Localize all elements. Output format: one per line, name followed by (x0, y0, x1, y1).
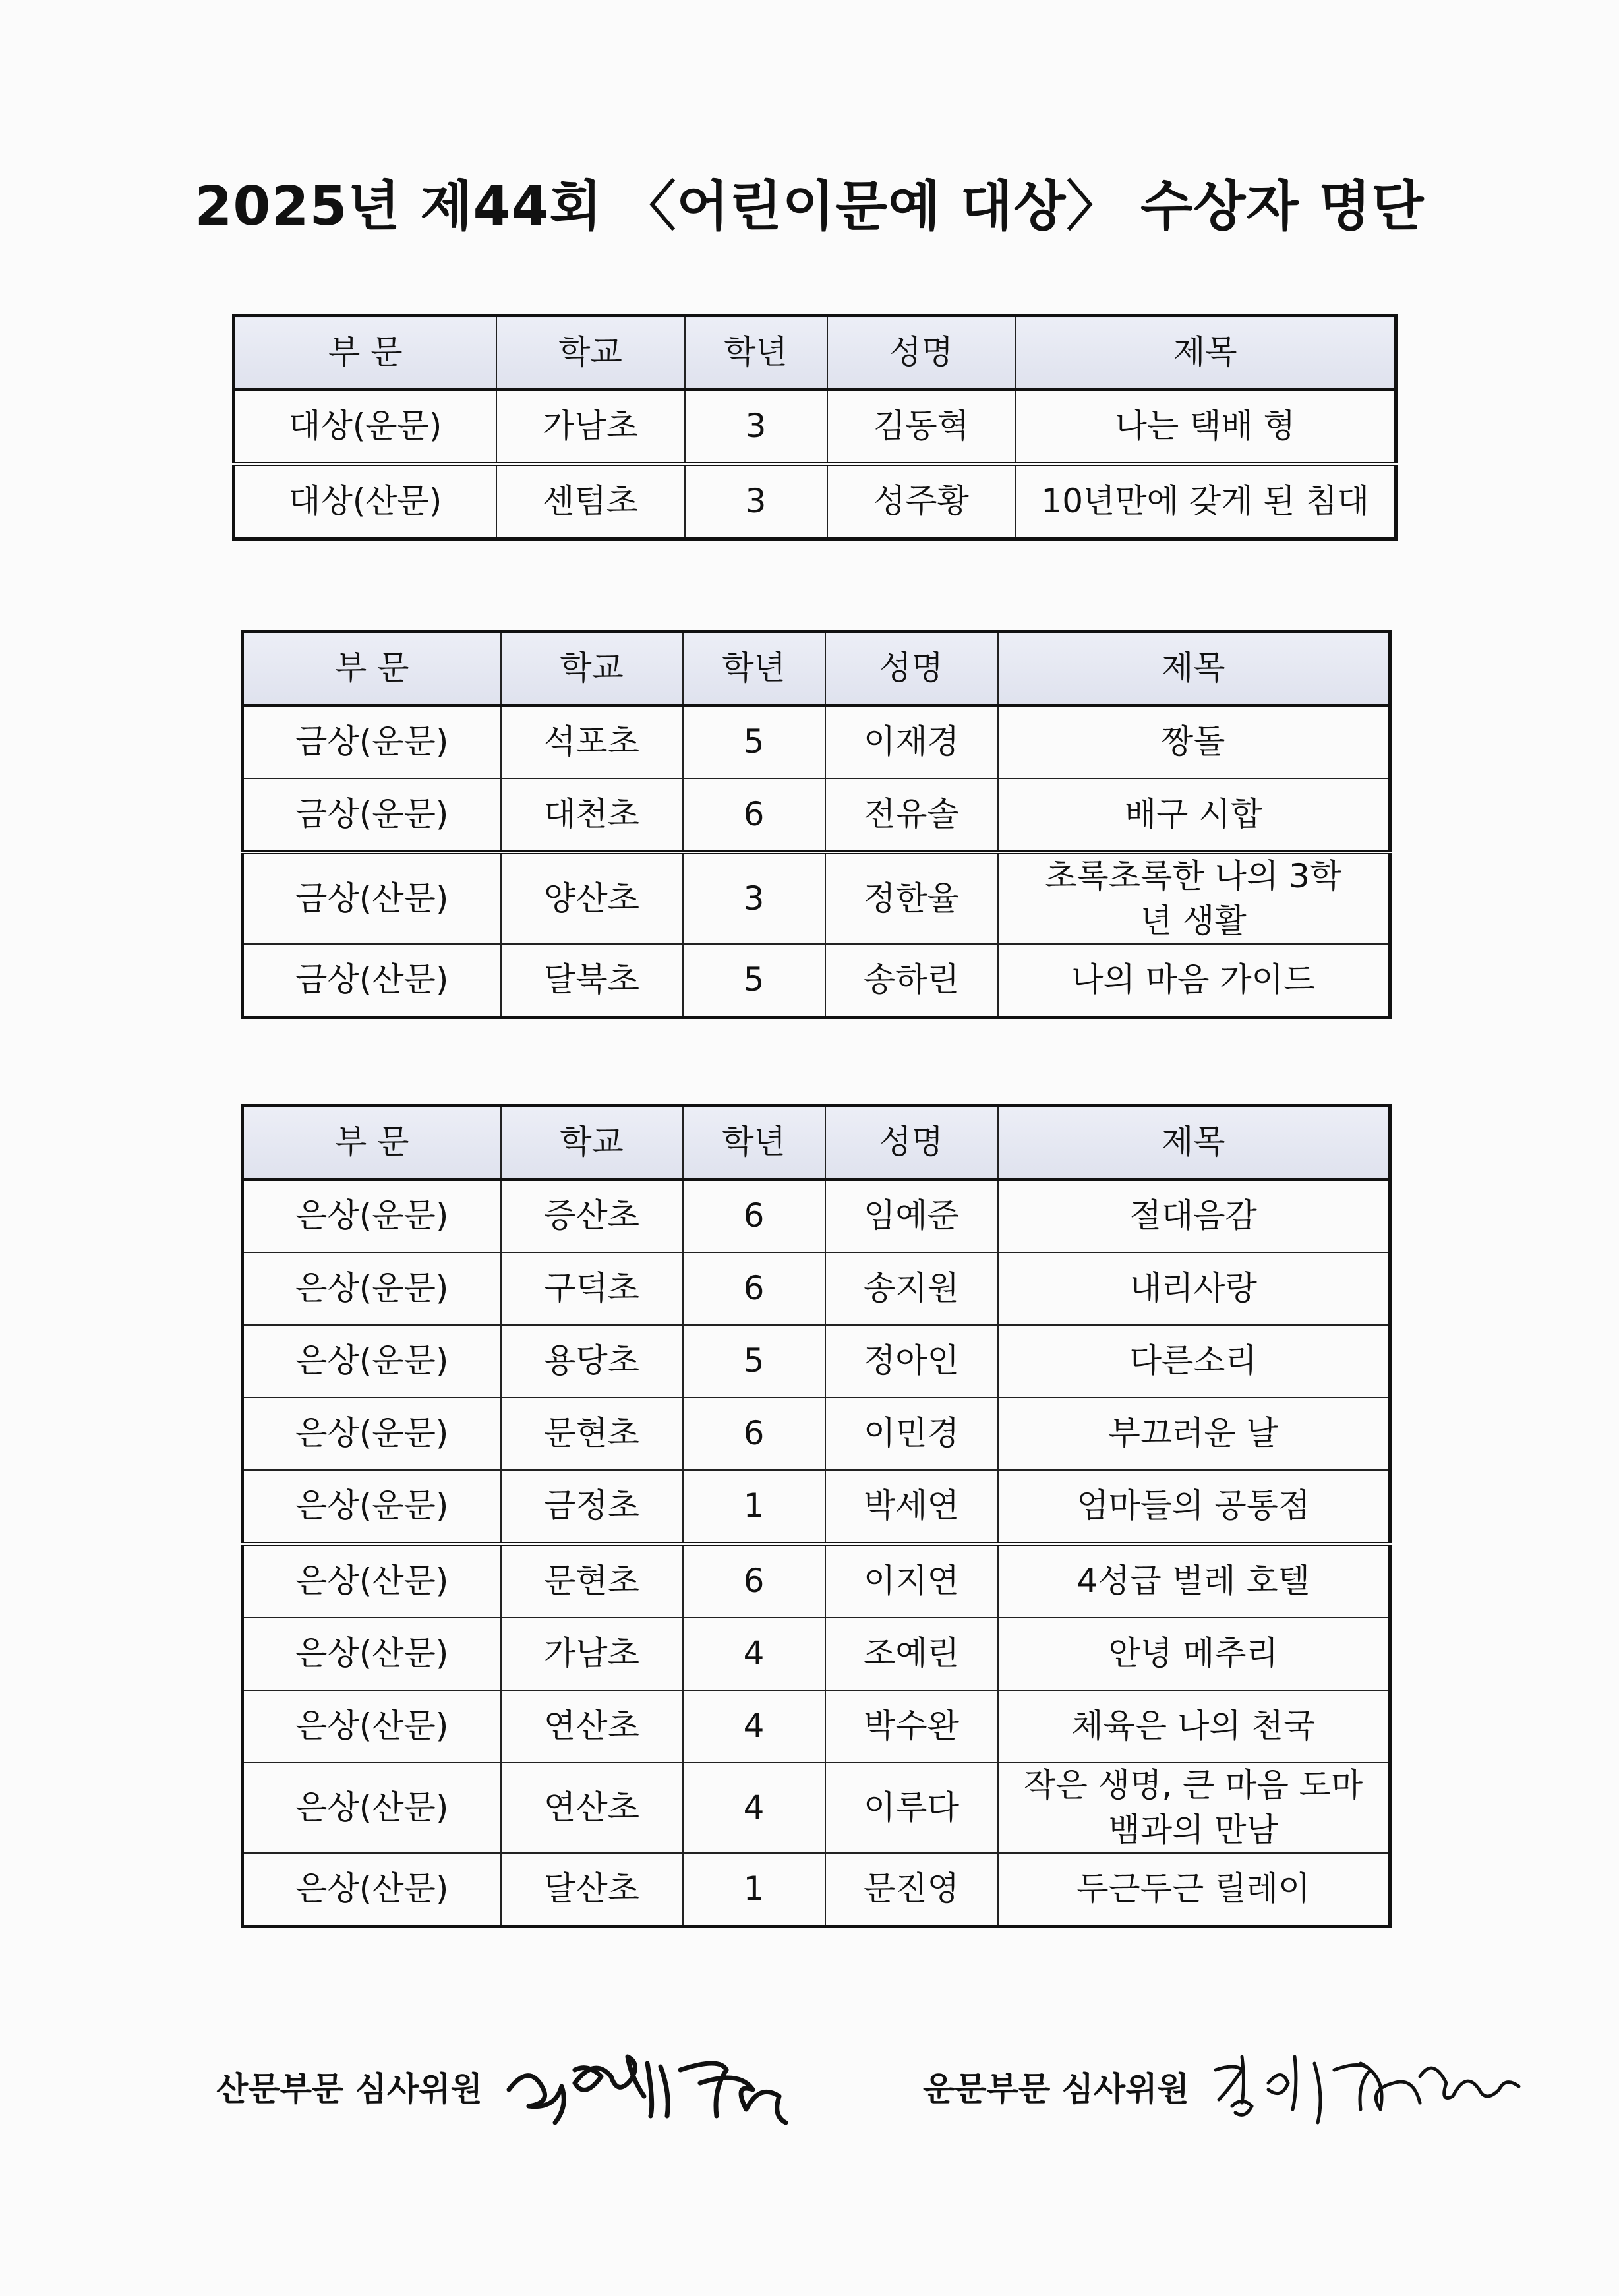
table-row (243, 1618, 1390, 1690)
header-work: 제목 (998, 632, 1390, 706)
cell-category: 은상(산문) (243, 1544, 501, 1618)
cell-school: 달산초 (501, 1853, 683, 1927)
cell-school: 연산초 (501, 1763, 683, 1853)
silver-prize-table (241, 1104, 1392, 1928)
cell-school: 가남초 (496, 390, 685, 464)
header-category: 부 문 (234, 316, 496, 390)
header-school: 학교 (501, 1105, 683, 1180)
cell-name: 박수완 (825, 1690, 998, 1763)
cell-category: 은상(운문) (243, 1179, 501, 1252)
cell-grade: 3 (683, 852, 825, 944)
cell-school: 용당초 (501, 1325, 683, 1398)
cell-category: 은상(운문) (243, 1398, 501, 1470)
cell-work: 10년만에 갖게 된 침대 (1016, 464, 1396, 539)
header-grade: 학년 (683, 632, 825, 706)
cell-school: 금정초 (501, 1470, 683, 1544)
table-row (243, 944, 1390, 1018)
cell-school: 가남초 (501, 1618, 683, 1690)
cell-work: 안녕 메추리 (998, 1618, 1390, 1690)
cell-category: 은상(운문) (243, 1252, 501, 1325)
page-title: 2025년 제44회 〈어린이문예 대상〉 수상자 명단 (194, 175, 1425, 238)
cell-work: 4성급 벌레 호텔 (998, 1544, 1390, 1618)
cell-school: 문현초 (501, 1398, 683, 1470)
cell-grade: 3 (685, 464, 827, 539)
cell-work: 절대음감 (998, 1179, 1390, 1252)
cell-school: 석포초 (501, 705, 683, 779)
cell-category: 대상(운문) (234, 390, 496, 464)
table-row (243, 779, 1390, 852)
cell-grade: 3 (685, 390, 827, 464)
cell-name: 전유솔 (825, 779, 998, 852)
cell-grade: 4 (683, 1763, 825, 1853)
cell-category: 은상(산문) (243, 1618, 501, 1690)
cell-school: 센텀초 (496, 464, 685, 539)
cell-school: 문현초 (501, 1544, 683, 1618)
table-row (243, 1470, 1390, 1544)
header-work: 제목 (998, 1105, 1390, 1180)
prose-judge-label: 산문부문 심사위원 (216, 2070, 483, 2108)
table-row (243, 1179, 1390, 1252)
table-header-row (234, 316, 1396, 390)
header-work: 제목 (1016, 316, 1396, 390)
cell-name: 정한율 (825, 852, 998, 944)
cell-name: 송하린 (825, 944, 998, 1018)
table-row (243, 1853, 1390, 1927)
table-row (234, 464, 1396, 539)
cell-grade: 6 (683, 1398, 825, 1470)
cell-name: 문진영 (825, 1853, 998, 1927)
cell-school: 구덕초 (501, 1252, 683, 1325)
cell-work: 체육은 나의 천국 (998, 1690, 1390, 1763)
table-row (243, 1690, 1390, 1763)
cell-name: 이루다 (825, 1763, 998, 1853)
table-row (243, 1398, 1390, 1470)
cell-school: 증산초 (501, 1179, 683, 1252)
verse-judge-label: 운문부문 심사위원 (923, 2070, 1189, 2108)
cell-category: 금상(산문) (243, 944, 501, 1018)
cell-grade: 5 (683, 705, 825, 779)
header-category: 부 문 (243, 632, 501, 706)
cell-category: 금상(산문) (243, 852, 501, 944)
cell-grade: 6 (683, 1544, 825, 1618)
cell-name: 박세연 (825, 1470, 998, 1544)
header-grade: 학년 (685, 316, 827, 390)
header-school: 학교 (501, 632, 683, 706)
cell-category: 금상(운문) (243, 705, 501, 779)
cell-work: 배구 시합 (998, 779, 1390, 852)
cell-work: 초록초록한 나의 3학년 생활 (998, 852, 1390, 944)
verse-judge (923, 2044, 1525, 2129)
table-header-row (243, 1105, 1390, 1180)
header-school: 학교 (496, 316, 685, 390)
header-name: 성명 (825, 632, 998, 706)
cell-work: 두근두근 릴레이 (998, 1853, 1390, 1927)
header-grade: 학년 (683, 1105, 825, 1180)
table-row (234, 390, 1396, 464)
cell-name: 김동혁 (827, 390, 1016, 464)
cell-work: 작은 생명, 큰 마음 도마뱀과의 만남 (998, 1763, 1390, 1853)
cell-category: 은상(산문) (243, 1763, 501, 1853)
prose-judge (216, 2044, 819, 2129)
cell-grade: 4 (683, 1690, 825, 1763)
cell-work: 부끄러운 날 (998, 1398, 1390, 1470)
cell-work: 나의 마음 가이드 (998, 944, 1390, 1018)
cell-school: 연산초 (501, 1690, 683, 1763)
cell-grade: 1 (683, 1853, 825, 1927)
header-category: 부 문 (243, 1105, 501, 1180)
gold-prize-table (241, 630, 1392, 1019)
cell-grade: 6 (683, 1252, 825, 1325)
cell-work: 짱돌 (998, 705, 1390, 779)
cell-name: 임예준 (825, 1179, 998, 1252)
cell-school: 양산초 (501, 852, 683, 944)
table-row (243, 852, 1390, 944)
cell-work: 내리사랑 (998, 1252, 1390, 1325)
table-row (243, 1763, 1390, 1853)
cell-grade: 6 (683, 1179, 825, 1252)
table-row (243, 1544, 1390, 1618)
cell-grade: 4 (683, 1618, 825, 1690)
cell-category: 금상(운문) (243, 779, 501, 852)
cell-name: 이재경 (825, 705, 998, 779)
header-name: 성명 (825, 1105, 998, 1180)
cell-grade: 1 (683, 1470, 825, 1544)
cell-name: 성주황 (827, 464, 1016, 539)
cell-category: 은상(운문) (243, 1470, 501, 1544)
cell-grade: 6 (683, 779, 825, 852)
cell-category: 은상(산문) (243, 1853, 501, 1927)
cell-work: 다른소리 (998, 1325, 1390, 1398)
cell-grade: 5 (683, 1325, 825, 1398)
cell-name: 이민경 (825, 1398, 998, 1470)
prose-judge-signature (502, 2044, 819, 2129)
cell-school: 대천초 (501, 779, 683, 852)
cell-grade: 5 (683, 944, 825, 1018)
cell-name: 조예린 (825, 1618, 998, 1690)
verse-judge-signature (1209, 2044, 1525, 2129)
table-row (243, 1325, 1390, 1398)
table-row (243, 705, 1390, 779)
cell-name: 정아인 (825, 1325, 998, 1398)
table-row (243, 1252, 1390, 1325)
cell-category: 은상(운문) (243, 1325, 501, 1398)
grand-prize-table (232, 314, 1398, 541)
header-name: 성명 (827, 316, 1016, 390)
cell-category: 은상(산문) (243, 1690, 501, 1763)
cell-name: 송지원 (825, 1252, 998, 1325)
cell-school: 달북초 (501, 944, 683, 1018)
cell-work: 엄마들의 공통점 (998, 1470, 1390, 1544)
table-header-row (243, 632, 1390, 706)
cell-work: 나는 택배 형 (1016, 390, 1396, 464)
cell-name: 이지연 (825, 1544, 998, 1618)
cell-category: 대상(산문) (234, 464, 496, 539)
